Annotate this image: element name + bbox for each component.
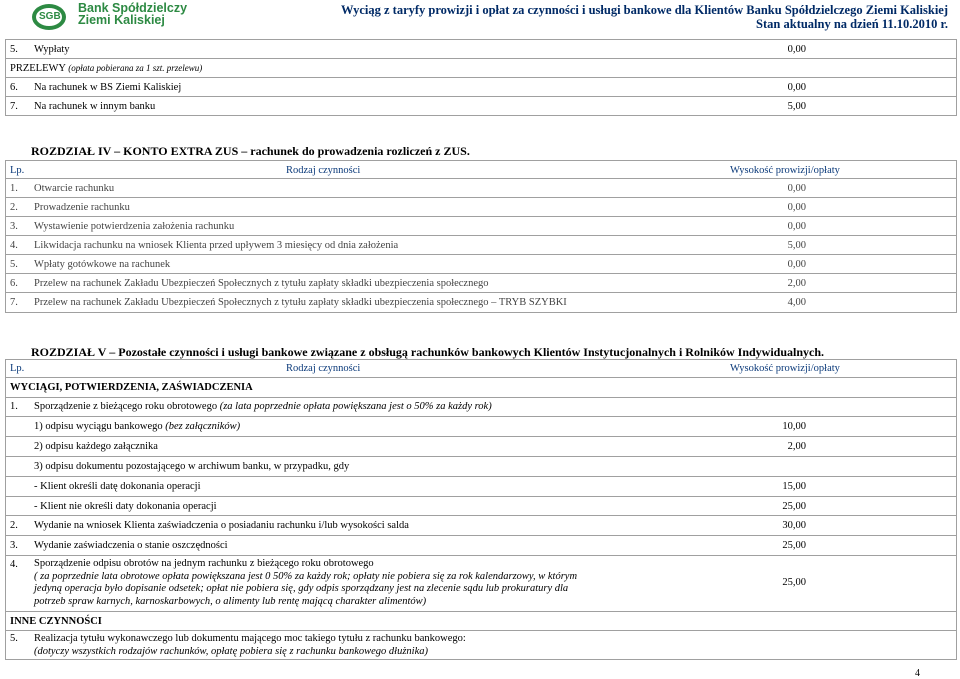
row-lp: 7.	[10, 297, 18, 308]
table-row	[5, 437, 957, 457]
table-row	[5, 556, 957, 612]
section4-table	[5, 160, 957, 313]
table-row	[5, 97, 957, 116]
row-text: Wystawienie potwierdzenia założenia rachunku	[34, 221, 235, 232]
col-fee-header: Wysokość prowizji/opłaty	[730, 165, 840, 176]
row-text: Likwidacja rachunku na wniosek Klienta przed upływem 3 miesięcy od dnia założenia	[34, 240, 399, 251]
top-fee-table	[5, 39, 957, 116]
col-lp-header: Lp.	[10, 363, 25, 374]
table-row	[5, 59, 957, 78]
document-title	[341, 3, 948, 31]
table-row	[5, 78, 957, 97]
row-value: 0,00	[787, 44, 806, 55]
table-row	[5, 39, 957, 59]
row-lp: 5.	[10, 633, 18, 644]
row-value: 0,00	[787, 259, 806, 270]
col-activity-header: Rodzaj czynności	[286, 165, 361, 176]
row-note-line2: jedyną operacja było dopisanie odsetek; opłat nie pobiera się, gdy odpis sporządzany jest na zlecenie sądu lub prokuratury dla	[34, 583, 569, 594]
row-note: (za lata poprzednie opłata powiększana jest o 50% za każdy rok)	[219, 401, 492, 412]
row-value: 25,00	[782, 577, 806, 588]
logo-abbr: SGB	[39, 11, 61, 22]
row-value: 2,00	[787, 441, 806, 452]
row-value: 25,00	[782, 540, 806, 551]
table-row	[5, 255, 957, 274]
table-row	[5, 217, 957, 236]
group-header-row	[5, 612, 957, 631]
bank-name	[78, 2, 187, 26]
table-row	[5, 631, 957, 660]
table-header-row	[5, 160, 957, 179]
row-value: 5,00	[787, 240, 806, 251]
section5-table	[5, 359, 957, 660]
row-text: 1) odpisu wyciągu bankowego	[34, 421, 163, 432]
row-value: 15,00	[782, 481, 806, 492]
row-value: 4,00	[787, 297, 806, 308]
row-lp: 3.	[10, 540, 18, 551]
row-lp: 5.	[10, 44, 18, 55]
col-lp-header: Lp.	[10, 165, 25, 176]
row-lp: 7.	[10, 101, 18, 112]
table-row	[5, 457, 957, 477]
row-value: 0,00	[787, 82, 806, 93]
row-note-line1: ( za poprzednie lata obrotowe opłata powiększana jest 0 50% za każdy rok; opłaty nie pobiera się za rok kalendarzowy, w którym	[34, 570, 578, 582]
transfers-label: PRZELEWY	[10, 63, 66, 74]
table-row	[5, 198, 957, 217]
row-value: 0,00	[787, 202, 806, 213]
table-row	[5, 236, 957, 255]
row-note: (dotyczy wszystkich rodzajów rachunków, opłatę pobiera się z rachunku bankowego dłużnika)	[34, 645, 428, 657]
row-note: (bez załączników)	[165, 421, 241, 432]
row-text: Wydanie zaświadczenia o stanie oszczędności	[34, 540, 228, 551]
row-text: Przelew na rachunek Zakładu Ubezpieczeń Społecznych z tytułu zapłaty składki ubezpieczenia społecznego	[34, 278, 489, 289]
page-number: 4	[915, 668, 920, 679]
row-note-line3: potrzeb spraw karnych, karnoskarbowych, o alimenty lub rentę mającą charakter alimentów)	[34, 595, 427, 607]
row-text: Sporządzenie z bieżącego roku obrotowego	[34, 401, 218, 412]
table-row	[5, 516, 957, 536]
table-row	[5, 536, 957, 556]
table-row	[5, 477, 957, 497]
col-fee-header: Wysokość prowizji/opłaty	[730, 363, 840, 374]
document-title-text: Wyciąg z taryfy prowizji i opłat za czynności i usługi bankowe dla Klientów Banku Spółdzielczego Ziemi Kaliskiej	[341, 3, 948, 17]
row-value: 2,00	[787, 278, 806, 289]
row-text: Na rachunek w BS Ziemi Kaliskiej	[34, 82, 182, 93]
section5-title: ROZDZIAŁ V – Pozostałe czynności i usługi bankowe związane z obsługą rachunków bankowych Klientów Instytucjonalnych i Rolników Indywidualnych.	[31, 345, 825, 359]
row-text: Realizacja tytułu wykonawczego lub dokumentu mającego moc takiego tytułu z rachunku bankowego:	[34, 633, 466, 644]
table-row	[5, 274, 957, 293]
table-header-row	[5, 359, 957, 378]
row-value: 0,00	[787, 183, 806, 194]
row-text: Otwarcie rachunku	[34, 183, 115, 194]
row-lp: 1.	[10, 183, 18, 194]
row-lp: 6.	[10, 278, 18, 289]
table-row	[5, 398, 957, 417]
row-text: - Klient określi datę dokonania operacji	[34, 481, 201, 492]
row-lp: 5.	[10, 259, 18, 270]
group-header: WYCIĄGI, POTWIERDZENIA, ZAŚWIADCZENIA	[10, 382, 253, 393]
row-text: Przelew na rachunek Zakładu Ubezpieczeń Społecznych z tytułu zapłaty składki ubezpieczenia społecznego – TRYB SZYBKI	[34, 297, 567, 308]
row-value: 5,00	[787, 101, 806, 112]
group-header-row	[5, 378, 957, 398]
row-lp: 2.	[10, 202, 18, 213]
page-header	[0, 0, 960, 36]
row-value: 10,00	[782, 421, 806, 432]
row-value: 30,00	[782, 520, 806, 531]
row-text: Wpłaty gotówkowe na rachunek	[34, 259, 171, 270]
group-header: INNE CZYNNOŚCI	[10, 616, 102, 627]
row-text: Na rachunek w innym banku	[34, 101, 156, 112]
table-row	[5, 497, 957, 516]
document-date: Stan aktualny na dzień 11.10.2010 r.	[756, 17, 948, 31]
bank-name-line2: Ziemi Kaliskiej	[78, 13, 165, 27]
transfers-note: (opłata pobierana za 1 szt. przelewu)	[68, 63, 203, 73]
table-row	[5, 293, 957, 313]
table-row	[5, 417, 957, 437]
row-text: Sporządzenie odpisu obrotów na jednym rachunku z bieżącego roku obrotowego	[34, 558, 374, 569]
col-activity-header: Rodzaj czynności	[286, 363, 361, 374]
bank-name-line1: Bank Spółdzielczy	[78, 1, 188, 15]
row-lp: 1.	[10, 401, 18, 412]
row-text: - Klient nie określi daty dokonania operacji	[34, 501, 217, 512]
table-row	[5, 179, 957, 198]
section4-title: ROZDZIAŁ IV – KONTO EXTRA ZUS – rachunek do prowadzenia rozliczeń z ZUS.	[31, 144, 470, 158]
row-text: 2) odpisu każdego załącznika	[34, 441, 158, 452]
row-lp: 4.	[10, 240, 18, 251]
row-text: Wypłaty	[34, 44, 70, 55]
row-lp: 2.	[10, 520, 18, 531]
row-text: Prowadzenie rachunku	[34, 202, 130, 213]
row-lp: 3.	[10, 221, 18, 232]
row-text: Wydanie na wniosek Klienta zaświadczenia o posiadaniu rachunku i/lub wysokości salda	[34, 520, 409, 531]
row-value: 25,00	[782, 501, 806, 512]
row-lp: 4.	[10, 559, 18, 570]
row-value: 0,00	[787, 221, 806, 232]
row-text: 3) odpisu dokumentu pozostającego w archiwum banku, w przypadku, gdy	[34, 461, 350, 472]
row-lp: 6.	[10, 82, 18, 93]
